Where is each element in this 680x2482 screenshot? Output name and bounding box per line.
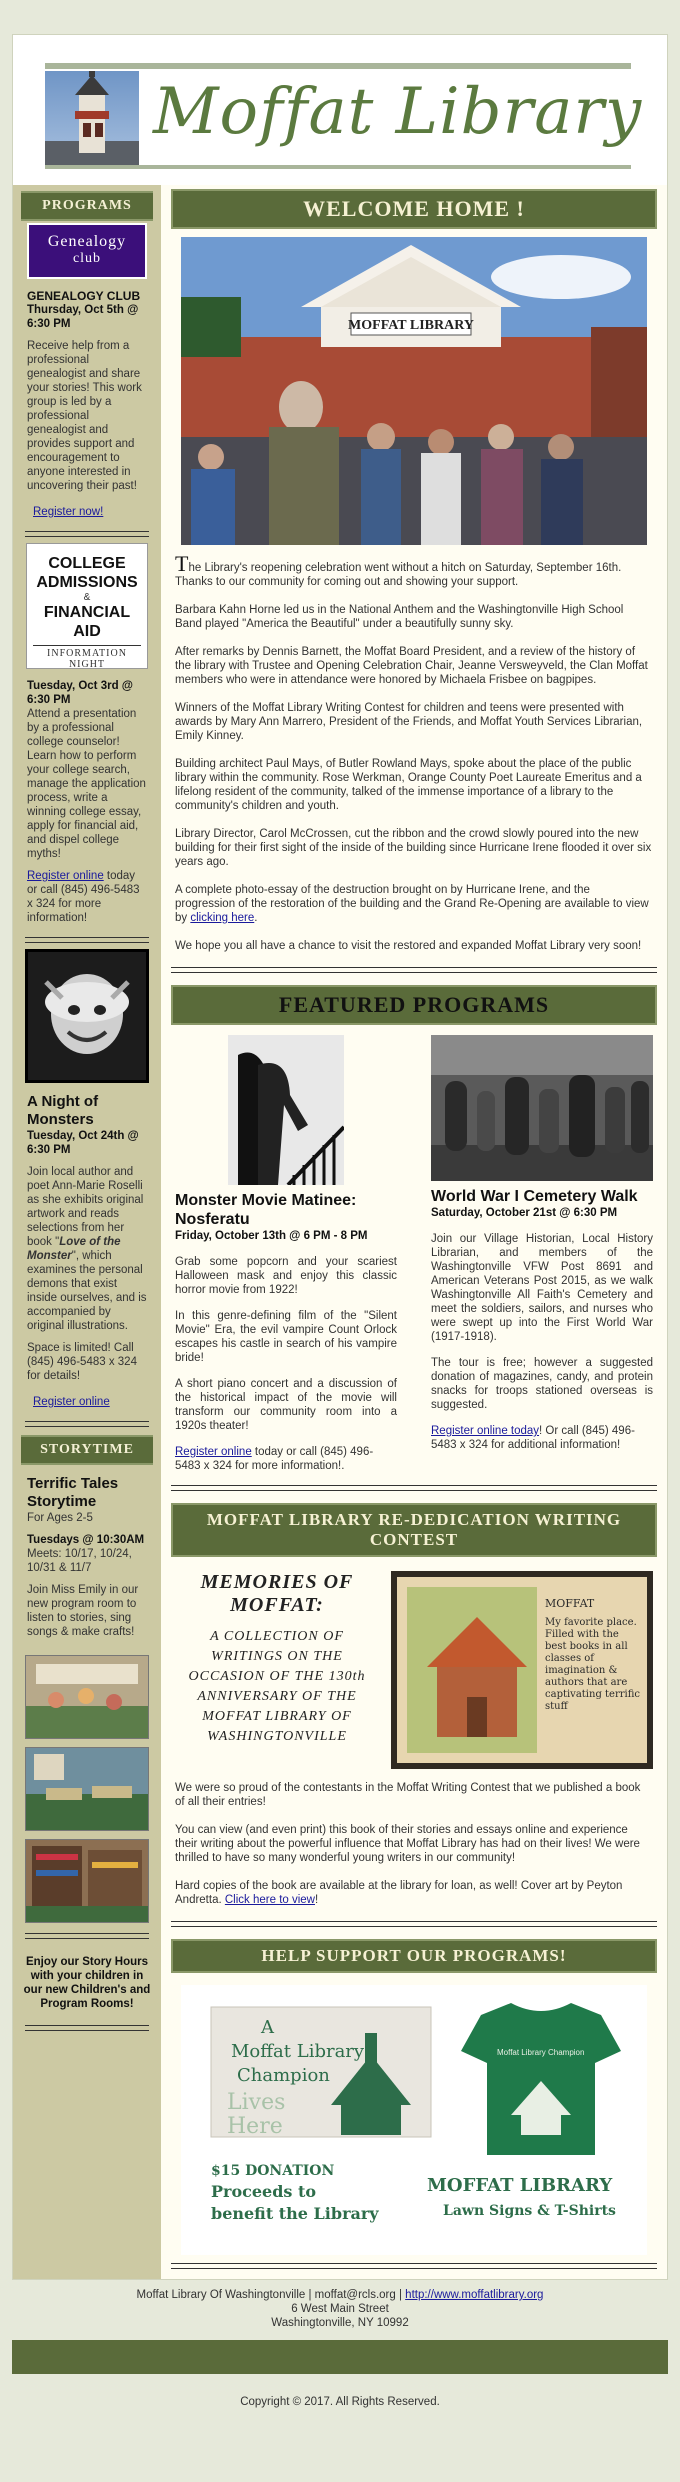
footer	[12, 2280, 668, 2340]
ww1-register-rest: ! Or call (845) 496-5483 x 324 for additional information!	[431, 1425, 635, 1451]
college-graphic-line1: COLLEGE	[48, 555, 126, 572]
copyright: Copyright © 2017. All Rights Reserved.	[12, 2374, 668, 2432]
college-register	[27, 869, 147, 925]
nosferatu-title: Monster Movie Matinee: Nosferatu	[175, 1192, 357, 1228]
college-graphic-line5: INFORMATION NIGHT	[33, 645, 141, 670]
storytime-program	[21, 1465, 153, 1647]
section-divider	[171, 1485, 657, 1491]
ww1-when: Saturday, October 21st @ 6:30 PM	[431, 1207, 618, 1219]
ww1-p2: The tour is free; however a suggested donation of magazines, candy, and protein snacks for troops stationed overseas is suggested.	[431, 1357, 653, 1411]
ww1-p1: Join our Village Historian, Local History Librarian, and members of the Washingtonville VFW Post 8691 and American Veterans Post 2015, as we walk Washingtonville All Faith's Cemetery and meet the soldiers, sailors, and nurses who were swept up into the First World War (1917-1918).	[431, 1233, 653, 1343]
writing-contest	[171, 1557, 657, 1769]
genealogy-body: Receive help from a professional genealogist and share your stories! This work group is led by a professional genealogist and provides support and encouragement to anyone interested in uncovering their past!	[27, 340, 142, 492]
genealogy-club-graphic	[27, 223, 147, 279]
cover-art-word: MOFFAT	[545, 1597, 595, 1610]
site-title: Moffat Library	[153, 75, 643, 149]
genealogy-title: GENEALOGY CLUB	[27, 289, 141, 303]
contest-p3	[175, 1879, 653, 1907]
sign-line3: Champion	[237, 2065, 330, 2086]
website-link[interactable]: http://www.moffatlibrary.org	[405, 2289, 544, 2301]
article-p1-text: he Library's reopening celebration went without a hitch on Saturday, September 16th. Thanks to our community for coming out and showing your support.	[175, 562, 622, 588]
college-graphic-amp: &	[83, 592, 91, 603]
contest-p1: We were so proud of the contestants in the Moffat Writing Contest that we published a book of all their entries!	[175, 1782, 641, 1808]
nosferatu-register-rest: today or call (845) 496-5483 x 324 for more information!.	[175, 1446, 374, 1472]
proceeds-line2: benefit the Library	[211, 2204, 379, 2223]
monsters-title: A Night of Monsters	[27, 1093, 99, 1128]
contest-cover-art	[391, 1571, 653, 1769]
article-paragraph-5: Building architect Paul Mays, of Butler Rowland Mays, spoke about the place of the public library within the community. Rose Werkman, Orange County Poet Laureate Emeritus and a lifelong resident of the community, talked of the immense importance of a library to the community's children and youth.	[175, 758, 642, 812]
college-graphic-line4: AID	[73, 623, 101, 640]
storytime-photo-3	[25, 1839, 149, 1923]
sidebar	[13, 185, 161, 2279]
sidebar-divider	[25, 937, 149, 943]
storytime-photo-2	[25, 1747, 149, 1831]
college-program	[21, 669, 153, 933]
article-paragraph-2: Barbara Kahn Horne led us in the National Anthem and the Washingtonville High School Band played "America the Beautiful" under a beautifully sunny sky.	[175, 604, 624, 630]
storytime-title: Terrific Tales Storytime	[27, 1475, 119, 1510]
sidebar-divider	[25, 1933, 149, 1939]
contest-view-link[interactable]: Click here to view	[224, 1894, 315, 1906]
monsters-register-link[interactable]: Register online	[33, 1396, 110, 1408]
sidebar-divider	[25, 531, 149, 537]
genealogy-graphic-line2: club	[72, 251, 102, 266]
storytime-photo-1	[25, 1655, 149, 1739]
college-when: Tuesday, Oct 3rd @ 6:30 PM	[27, 680, 134, 706]
article-p7-pre: A complete photo-essay of the destruction brought on by Hurricane Irene, and the progression of the restoration of the building and the Grand Re-Opening are available to view by	[175, 884, 649, 924]
footer-line1	[12, 2288, 668, 2302]
contest-collection: A COLLECTION OF WRITINGS ON THE OCCASION OF THE 130th ANNIVERSARY OF THE MOFFAT LIBRARY OF WASHINGTONVILLE	[188, 1629, 366, 1744]
sign-line1: A	[261, 2017, 274, 2038]
contest-p3-post: !	[315, 1894, 319, 1906]
nosferatu-p1: Grab some popcorn and your scariest Halloween mask and enjoy this classic horror movie from 1922!	[175, 1256, 397, 1296]
article-paragraph-4: Winners of the Moffat Library Writing Contest for children and teens were presented with awards by Mary Ann Marrero, President of the Friends, and Moffat Youth Services Librarian, Emily Kinney.	[175, 702, 643, 742]
header	[13, 35, 667, 185]
support-heading: HELP SUPPORT OUR PROGRAMS!	[171, 1939, 657, 1973]
clock-tower-photo	[45, 71, 139, 167]
welcome-article	[171, 545, 657, 953]
college-register-link[interactable]: Register online	[27, 870, 104, 882]
storytime-when: Tuesdays @ 10:30AM	[27, 1534, 145, 1546]
footer-contact: Moffat Library Of Washingtonville | moffat@rcls.org |	[136, 2289, 406, 2301]
article-paragraph-3: After remarks by Dennis Barnett, the Moffat Board President, and a review of the history of the library with Trustee and Opening Celebration Chair, Jeanne Versweyveld, the Clan Moffat members who were in attendance were honored by Michaela Frisbee on bagpipes.	[175, 646, 648, 686]
monsters-when: Tuesday, Oct 24th @ 6:30 PM	[27, 1130, 139, 1156]
storytime-heading: STORYTIME	[21, 1435, 153, 1465]
ww1-program	[431, 1035, 653, 1473]
main-content	[161, 185, 667, 2279]
featured-programs	[171, 1025, 657, 1473]
nosferatu-register	[175, 1445, 397, 1473]
monsters-book-title: Love of the Monster	[27, 1236, 121, 1262]
monster-artwork	[25, 949, 149, 1083]
article-paragraph-8: We hope you all have a chance to visit the restored and expanded Moffat Library very soon!	[175, 940, 642, 952]
content-columns	[13, 185, 667, 2279]
storytime-ages: For Ages 2-5	[27, 1512, 93, 1524]
brand-line2: Lawn Signs & T-Shirts	[443, 2203, 616, 2219]
welcome-heading: WELCOME HOME !	[171, 189, 657, 229]
college-register-rest: today or call (845) 496-5483 x 324 for more information!	[27, 870, 140, 924]
contest-p3-pre: Hard copies of the book are available at the library for loan, as well! Cover art by Peyton Andretta.	[175, 1880, 623, 1906]
nosferatu-image	[228, 1035, 344, 1185]
proceeds-line1: Proceeds to	[211, 2182, 317, 2201]
college-admissions-graphic	[26, 543, 148, 669]
cemetery-image	[431, 1035, 653, 1181]
genealogy-program	[21, 279, 153, 527]
footer-street: 6 West Main Street	[291, 2303, 389, 2315]
newsletter-card	[12, 34, 668, 2280]
programs-heading: PROGRAMS	[21, 191, 153, 221]
header-top-rule	[45, 63, 631, 69]
shirt-text: Moffat Library Champion	[497, 2048, 585, 2057]
monsters-body-post: ", which examines the personal demons that exist inside ourselves, and is accompanied by original illustrations.	[27, 1250, 147, 1332]
sidebar-divider	[25, 2025, 149, 2031]
nosferatu-p3: A short piano concert and a discussion of the historical impact of the movie will transform our community room into a 1920s theater!	[175, 1378, 397, 1432]
ww1-register	[431, 1424, 653, 1452]
college-graphic-line2: ADMISSIONS	[36, 574, 138, 591]
writing-contest-heading: MOFFAT LIBRARY RE-DEDICATION WRITING CONTEST	[171, 1503, 657, 1557]
support-promo	[181, 1985, 647, 2255]
photo-essay-link[interactable]: clicking here	[190, 912, 255, 924]
nosferatu-register-link[interactable]: Register online	[175, 1446, 252, 1458]
footer-bar	[12, 2340, 668, 2374]
section-divider	[171, 967, 657, 973]
genealogy-register-link[interactable]: Register now!	[33, 506, 104, 518]
storytime-body: Join Miss Emily in our new program room to listen to stories, sing songs & make crafts!	[27, 1584, 139, 1638]
hero-sign-text: MOFFAT LIBRARY	[348, 318, 474, 333]
monsters-body	[27, 1165, 147, 1333]
genealogy-graphic-line1: Genealogy	[47, 233, 127, 250]
nosferatu-p2: In this genre-defining film of the "Silent Movie" Era, the evil vampire Count Orlock escapes his castle in search of his vampire bride!	[175, 1310, 397, 1364]
storytime-meets: Meets: 10/17, 10/24, 10/31 & 11/7	[27, 1548, 132, 1574]
sign-line5: Here	[227, 2114, 283, 2139]
storytime-enjoy-note: Enjoy our Story Hours with your children in our new Children's and Program Rooms!	[23, 1956, 151, 2010]
header-bottom-rule	[45, 165, 631, 169]
contest-memories: MEMORIES OF MOFFAT:	[200, 1571, 354, 1616]
monsters-program	[21, 1083, 153, 1417]
contest-p2: You can view (and even print) this book of their stories and essays online and experience their writing about the powerful influence that Moffat Library has had on their lives! We were thrilled to have so many wonderful young writers in our community!	[175, 1824, 640, 1864]
monsters-space: Space is limited! Call (845) 496-5483 x 324 for details!	[27, 1342, 137, 1382]
reopening-photo	[181, 237, 647, 545]
ww1-title: World War I Cemetery Walk	[431, 1188, 638, 1205]
brand-line1: MOFFAT LIBRARY	[427, 2175, 613, 2196]
donation-text: $15 DONATION	[211, 2163, 335, 2179]
article-dropcap: T	[175, 551, 189, 576]
nosferatu-program	[175, 1035, 397, 1473]
college-graphic-line3: FINANCIAL	[43, 604, 131, 621]
article-paragraph-1	[175, 551, 653, 589]
footer-city: Washingtonville, NY 10992	[271, 2317, 409, 2329]
genealogy-when: Thursday, Oct 5th @ 6:30 PM	[27, 304, 139, 330]
article-p7-post: .	[254, 912, 258, 924]
nosferatu-when: Friday, October 13th @ 6 PM - 8 PM	[175, 1230, 368, 1242]
college-body: Attend a presentation by a professional college counselor! Learn how to perform your college search, manage the application process, write a winning college essay, apply for financial aid, and dispel college myths!	[27, 708, 146, 860]
sign-line2: Moffat Library	[231, 2041, 365, 2062]
section-divider	[171, 1921, 657, 1927]
featured-programs-heading: FEATURED PROGRAMS	[171, 985, 657, 1025]
article-paragraph-7	[175, 883, 653, 925]
sign-line4: Lives	[227, 2090, 286, 2115]
sidebar-divider	[25, 1421, 149, 1427]
monsters-body-pre: Join local author and poet Ann-Marie Roselli as she exhibits original artwork and reads selections from her book "	[27, 1166, 144, 1248]
ww1-register-link[interactable]: Register online today	[431, 1425, 540, 1437]
cover-art-note: My favorite place. Filled with the best books in all classes of imagination & authors that are captivating terrific stuff	[545, 1617, 640, 1712]
contest-book-title	[175, 1571, 379, 1769]
article-paragraph-6: Library Director, Carol McCrossen, cut the ribbon and the crowd slowly poured into the new building for their first sight of the inside of the building since Hurricane Irene flooded it over six years ago.	[175, 828, 652, 868]
contest-text	[171, 1769, 657, 1907]
